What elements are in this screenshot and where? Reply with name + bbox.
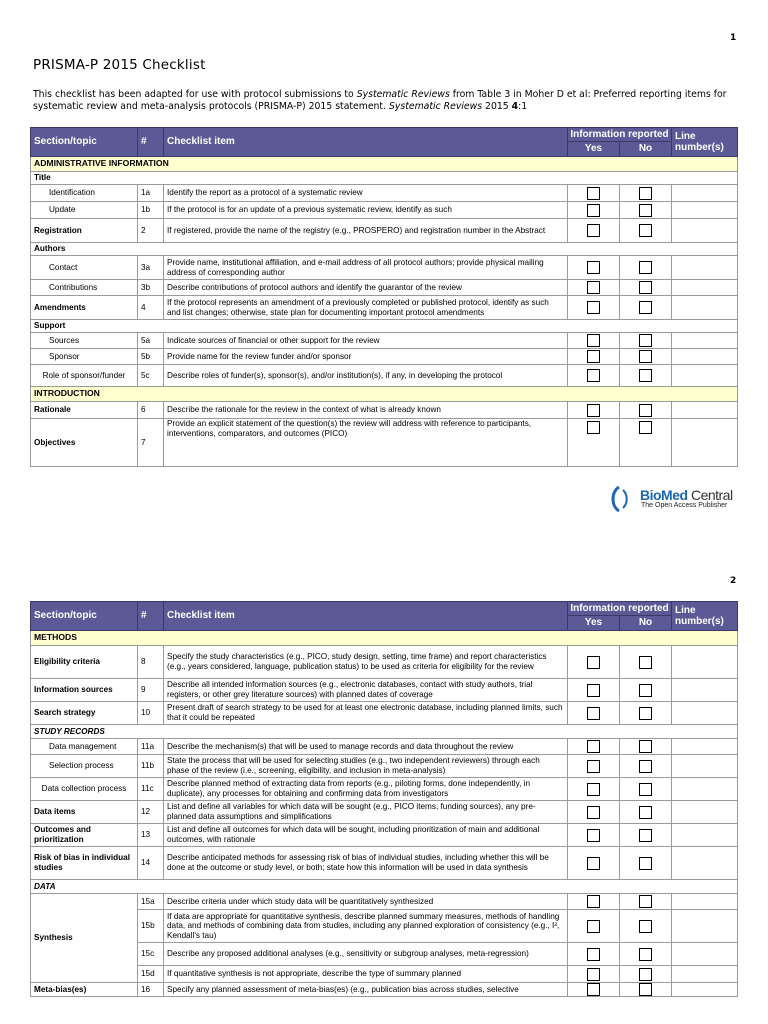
section-topic: Synthesis	[31, 894, 138, 983]
checklist-item-text: State the process that will be used for selecting studies (e.g., two independent reviewers) through each phase of the review (i.e., screening, eligibility, and inclusion in meta-analysis)	[164, 755, 568, 778]
checklist-item-text: If quantitative synthesis is not appropriate, describe the type of summary planned	[164, 966, 568, 983]
reported-yes-checkbox[interactable]	[587, 783, 600, 796]
item-number: 10	[138, 702, 164, 725]
line-number-input[interactable]	[672, 202, 738, 219]
reported-yes-cell	[568, 402, 620, 419]
reported-yes-checkbox[interactable]	[587, 301, 600, 314]
reported-no-cell	[620, 702, 672, 725]
table-row	[31, 320, 738, 333]
reported-yes-checkbox[interactable]	[587, 404, 600, 417]
reported-no-cell	[620, 365, 672, 387]
table-row	[31, 983, 738, 997]
line-number-input[interactable]	[672, 333, 738, 349]
checklist-item-text: Describe the rationale for the review in the context of what is already known	[164, 402, 568, 419]
reported-no-cell	[620, 801, 672, 824]
table-row	[31, 824, 738, 847]
reported-no-checkbox[interactable]	[639, 895, 652, 908]
section-band: INTRODUCTION	[31, 387, 738, 402]
reported-no-cell	[620, 679, 672, 702]
reported-yes-checkbox[interactable]	[587, 760, 600, 773]
section-topic: Contributions	[31, 280, 138, 296]
reported-yes-checkbox[interactable]	[587, 707, 600, 720]
reported-no-cell	[620, 778, 672, 801]
line-number-input[interactable]	[672, 256, 738, 280]
item-number: 5c	[138, 365, 164, 387]
table-row	[31, 219, 738, 243]
checklist-item-text: If data are appropriate for quantitative synthesis, describe planned summary measures, methods of handling data, and methods of combining data from studies, including any planned exploration of consistency (e.g., I², Kendall's tau)	[164, 910, 568, 943]
section-topic: Data items	[31, 801, 138, 824]
reported-yes-cell	[568, 419, 620, 467]
section-topic: Eligibility criteria	[31, 646, 138, 679]
reported-yes-checkbox[interactable]	[587, 895, 600, 908]
col-header-line-numbers: Line number(s)	[672, 602, 738, 631]
reported-yes-cell	[568, 219, 620, 243]
table-row	[31, 702, 738, 725]
reported-yes-cell	[568, 824, 620, 847]
reported-no-checkbox[interactable]	[639, 281, 652, 294]
col-header-no: No	[620, 142, 672, 157]
section-topic: Risk of bias in individual studies	[31, 847, 138, 880]
section-topic: Information sources	[31, 679, 138, 702]
reported-no-cell	[620, 256, 672, 280]
reported-no-cell	[620, 824, 672, 847]
checklist-item-text: Specify the study characteristics (e.g., PICO, study design, setting, time frame) and report characteristics (e.g., years considered, language, publication status) to be used as criteria for eligibility for the review	[164, 646, 568, 679]
item-number: 1a	[138, 185, 164, 202]
reported-yes-cell	[568, 966, 620, 983]
item-number: 5a	[138, 333, 164, 349]
section-topic: Data collection process	[31, 778, 138, 801]
table-row	[31, 725, 738, 739]
reported-no-checkbox[interactable]	[639, 350, 652, 363]
reported-yes-checkbox[interactable]	[587, 224, 600, 237]
item-number: 12	[138, 801, 164, 824]
reported-yes-cell	[568, 646, 620, 679]
item-number: 11b	[138, 755, 164, 778]
section-topic: Data management	[31, 739, 138, 755]
reported-no-checkbox[interactable]	[639, 224, 652, 237]
reported-no-checkbox[interactable]	[639, 783, 652, 796]
checklist-item-text: Describe criteria under which study data will be quantitatively synthesized	[164, 894, 568, 910]
table-row	[31, 755, 738, 778]
col-header-no: No	[620, 616, 672, 631]
line-number-input[interactable]	[672, 402, 738, 419]
item-number: 3b	[138, 280, 164, 296]
item-number: 6	[138, 402, 164, 419]
item-number: 15c	[138, 943, 164, 966]
reported-yes-cell	[568, 280, 620, 296]
biomed-central-logo: BioMed Central The Open Access Publisher	[610, 486, 740, 514]
table-row	[31, 256, 738, 280]
table-row	[31, 202, 738, 219]
reported-yes-cell	[568, 983, 620, 997]
item-number: 5b	[138, 349, 164, 365]
section-topic: Sponsor	[31, 349, 138, 365]
line-number-input[interactable]	[672, 365, 738, 387]
reported-yes-cell	[568, 739, 620, 755]
checklist-item-text: Describe contributions of protocol authors and identify the guarantor of the review	[164, 280, 568, 296]
item-number: 8	[138, 646, 164, 679]
line-number-input[interactable]	[672, 739, 738, 755]
checklist-item-text: List and define all variables for which data will be sought (e.g., PICO items, funding sources), any pre-planned data assumptions and simplifications	[164, 801, 568, 824]
line-number-input[interactable]	[672, 185, 738, 202]
item-number: 15d	[138, 966, 164, 983]
line-number-input[interactable]	[672, 679, 738, 702]
item-number: 3a	[138, 256, 164, 280]
reported-yes-cell	[568, 365, 620, 387]
line-number-input[interactable]	[672, 755, 738, 778]
table-row	[31, 157, 738, 172]
reported-yes-cell	[568, 778, 620, 801]
document-title: PRISMA-P 2015 Checklist	[33, 57, 206, 73]
checklist-item-text: Describe roles of funder(s), sponsor(s), and/or institution(s), if any, in developing the protocol	[164, 365, 568, 387]
reported-yes-cell	[568, 847, 620, 880]
reported-yes-cell	[568, 894, 620, 910]
item-number: 1b	[138, 202, 164, 219]
table-row	[31, 419, 738, 467]
table-row	[31, 801, 738, 824]
col-header-yes: Yes	[568, 616, 620, 631]
table-row	[31, 280, 738, 296]
checklist-table-page-2	[30, 601, 738, 997]
line-number-input[interactable]	[672, 419, 738, 467]
section-topic: Outcomes and prioritization	[31, 824, 138, 847]
reported-no-checkbox[interactable]	[639, 920, 652, 933]
section-topic: Selection process	[31, 755, 138, 778]
line-number-input[interactable]	[672, 778, 738, 801]
line-number-input[interactable]	[672, 983, 738, 997]
reported-no-cell	[620, 419, 672, 467]
reported-no-cell	[620, 755, 672, 778]
reported-yes-checkbox[interactable]	[587, 740, 600, 753]
table-row	[31, 365, 738, 387]
section-topic: Sources	[31, 333, 138, 349]
item-number: 7	[138, 419, 164, 467]
checklist-item-text: Indicate sources of financial or other support for the review	[164, 333, 568, 349]
item-number: 4	[138, 296, 164, 320]
reported-no-cell	[620, 296, 672, 320]
col-header-section: Section/topic	[31, 602, 138, 631]
reported-no-checkbox[interactable]	[639, 760, 652, 773]
item-number: 15a	[138, 894, 164, 910]
reported-yes-cell	[568, 296, 620, 320]
reported-yes-checkbox[interactable]	[587, 187, 600, 200]
table-row	[31, 778, 738, 801]
reported-no-checkbox[interactable]	[639, 334, 652, 347]
table-row	[31, 296, 738, 320]
reported-yes-checkbox[interactable]	[587, 948, 600, 961]
table-row	[31, 646, 738, 679]
reported-yes-checkbox[interactable]	[587, 968, 600, 981]
subsection-heading: Support	[31, 320, 738, 333]
section-band: METHODS	[31, 631, 738, 646]
checklist-item-text: Describe all intended information sources (e.g., electronic databases, contact with study authors, trial registers, or other grey literature sources) with planned dates of coverage	[164, 679, 568, 702]
reported-no-checkbox[interactable]	[639, 740, 652, 753]
reported-yes-cell	[568, 185, 620, 202]
reported-no-checkbox[interactable]	[639, 857, 652, 870]
line-number-input[interactable]	[672, 280, 738, 296]
reported-no-cell	[620, 739, 672, 755]
reported-yes-checkbox[interactable]	[587, 656, 600, 669]
checklist-item-text: If the protocol is for an update of a previous systematic review, identify as such	[164, 202, 568, 219]
col-header-number: #	[138, 602, 164, 631]
reported-no-cell	[620, 185, 672, 202]
reported-yes-checkbox[interactable]	[587, 806, 600, 819]
table-row	[31, 243, 738, 256]
checklist-item-text: Describe the mechanism(s) that will be used to manage records and data throughout the review	[164, 739, 568, 755]
line-number-input[interactable]	[672, 943, 738, 966]
reported-yes-checkbox[interactable]	[587, 334, 600, 347]
col-header-number: #	[138, 128, 164, 157]
checklist-item-text: List and define all outcomes for which data will be sought, including prioritization of main and additional outcomes, with rationale	[164, 824, 568, 847]
section-topic: Update	[31, 202, 138, 219]
checklist-item-text: Describe any proposed additional analyses (e.g., sensitivity or subgroup analyses, meta-regression)	[164, 943, 568, 966]
reported-yes-cell	[568, 755, 620, 778]
subsection-heading: STUDY RECORDS	[31, 725, 738, 739]
reported-no-checkbox[interactable]	[639, 204, 652, 217]
reported-no-cell	[620, 943, 672, 966]
table-row	[31, 387, 738, 402]
reported-yes-checkbox[interactable]	[587, 684, 600, 697]
reported-yes-checkbox[interactable]	[587, 983, 600, 996]
reported-yes-cell	[568, 256, 620, 280]
checklist-item-text: Identify the report as a protocol of a systematic review	[164, 185, 568, 202]
table-row	[31, 349, 738, 365]
table-row	[31, 631, 738, 646]
reported-yes-checkbox[interactable]	[587, 369, 600, 382]
col-header-info-reported: Information reported	[568, 602, 672, 616]
table-row	[31, 847, 738, 880]
line-number-input[interactable]	[672, 910, 738, 943]
reported-no-checkbox[interactable]	[639, 948, 652, 961]
table-row	[31, 185, 738, 202]
page-number: 1	[730, 33, 737, 43]
line-number-input[interactable]	[672, 702, 738, 725]
table-row	[31, 402, 738, 419]
reported-no-cell	[620, 402, 672, 419]
reported-no-checkbox[interactable]	[639, 829, 652, 842]
col-header-item: Checklist item	[164, 602, 568, 631]
section-topic: Registration	[31, 219, 138, 243]
item-number: 11a	[138, 739, 164, 755]
item-number: 13	[138, 824, 164, 847]
reported-no-cell	[620, 219, 672, 243]
table-row	[31, 172, 738, 185]
reported-no-checkbox[interactable]	[639, 369, 652, 382]
reported-yes-cell	[568, 801, 620, 824]
line-number-input[interactable]	[672, 894, 738, 910]
checklist-item-text: If registered, provide the name of the registry (e.g., PROSPERO) and registration number in the Abstract	[164, 219, 568, 243]
reported-yes-checkbox[interactable]	[587, 920, 600, 933]
section-band: ADMINISTRATIVE INFORMATION	[31, 157, 738, 172]
reported-no-checkbox[interactable]	[639, 301, 652, 314]
table-row	[31, 910, 738, 943]
reported-yes-cell	[568, 679, 620, 702]
reported-no-checkbox[interactable]	[639, 656, 652, 669]
checklist-item-text: Provide name, institutional affiliation, and e-mail address of all protocol authors; provide physical mailing address of corresponding author	[164, 256, 568, 280]
table-row	[31, 966, 738, 983]
col-header-item: Checklist item	[164, 128, 568, 157]
reported-yes-cell	[568, 349, 620, 365]
item-number: 9	[138, 679, 164, 702]
checklist-item-text: Describe anticipated methods for assessing risk of bias of individual studies, including whether this will be done at the outcome or study level, or both; state how this information will be used in data synthesis	[164, 847, 568, 880]
reported-no-cell	[620, 280, 672, 296]
reported-yes-checkbox[interactable]	[587, 350, 600, 363]
reported-no-cell	[620, 894, 672, 910]
logo-bracket-icon	[610, 486, 632, 512]
checklist-item-text: Describe planned method of extracting data from reports (e.g., piloting forms, done independently, in duplicate), any processes for obtaining and confirming data from investigators	[164, 778, 568, 801]
reported-no-checkbox[interactable]	[639, 187, 652, 200]
reported-no-checkbox[interactable]	[639, 421, 652, 434]
item-number: 16	[138, 983, 164, 997]
reported-no-checkbox[interactable]	[639, 968, 652, 981]
page-number-2: 2	[730, 576, 737, 586]
checklist-item-text: If the protocol represents an amendment of a previously completed or published protocol, identify as such and list changes; otherwise, state plan for documenting important protocol amendments	[164, 296, 568, 320]
col-header-section: Section/topic	[31, 128, 138, 157]
line-number-input[interactable]	[672, 646, 738, 679]
section-topic: Meta-bias(es)	[31, 983, 138, 997]
line-number-input[interactable]	[672, 349, 738, 365]
intro-paragraph: This checklist has been adapted for use with protocol submissions to Systematic Reviews from Table 3 in Moher D et al: Preferred reporting items for systematic review and meta-analysis protocols (PRISMA-P) 2015 statement. Systematic Reviews 2015 4:1	[33, 89, 727, 112]
line-number-input[interactable]	[672, 824, 738, 847]
reported-no-cell	[620, 349, 672, 365]
line-number-input[interactable]	[672, 219, 738, 243]
section-topic: Role of sponsor/funder	[31, 365, 138, 387]
checklist-item-text: Provide an explicit statement of the question(s) the review will address with reference to participants, interventions, comparators, and outcomes (PICO)	[164, 419, 568, 467]
reported-no-checkbox[interactable]	[639, 806, 652, 819]
reported-no-checkbox[interactable]	[639, 983, 652, 996]
reported-yes-cell	[568, 943, 620, 966]
table-row	[31, 739, 738, 755]
checklist-item-text: Present draft of search strategy to be used for at least one electronic database, including planned limits, such that it could be repeated	[164, 702, 568, 725]
table-row	[31, 880, 738, 894]
item-number: 15b	[138, 910, 164, 943]
reported-no-cell	[620, 983, 672, 997]
table-row	[31, 333, 738, 349]
reported-no-checkbox[interactable]	[639, 404, 652, 417]
reported-yes-cell	[568, 202, 620, 219]
reported-yes-checkbox[interactable]	[587, 857, 600, 870]
line-number-input[interactable]	[672, 801, 738, 824]
reported-no-checkbox[interactable]	[639, 684, 652, 697]
checklist-item-text: Specify any planned assessment of meta-bias(es) (e.g., publication bias across studies, selective	[164, 983, 568, 997]
table-row	[31, 894, 738, 910]
table-row	[31, 679, 738, 702]
section-topic: Objectives	[31, 419, 138, 467]
reported-no-cell	[620, 646, 672, 679]
reported-yes-checkbox[interactable]	[587, 421, 600, 434]
col-header-line-numbers: Line number(s)	[672, 128, 738, 157]
item-number: 2	[138, 219, 164, 243]
reported-no-cell	[620, 847, 672, 880]
section-topic: Rationale	[31, 402, 138, 419]
reported-no-cell	[620, 966, 672, 983]
reported-no-cell	[620, 333, 672, 349]
section-topic: Contact	[31, 256, 138, 280]
reported-yes-cell	[568, 910, 620, 943]
checklist-item-text: Provide name for the review funder and/or sponsor	[164, 349, 568, 365]
reported-no-checkbox[interactable]	[639, 707, 652, 720]
item-number: 14	[138, 847, 164, 880]
item-number: 11c	[138, 778, 164, 801]
reported-yes-cell	[568, 702, 620, 725]
section-topic: Search strategy	[31, 702, 138, 725]
reported-yes-checkbox[interactable]	[587, 204, 600, 217]
section-topic: Amendments	[31, 296, 138, 320]
subsection-heading: Title	[31, 172, 738, 185]
reported-yes-cell	[568, 333, 620, 349]
checklist-table-page-1	[30, 127, 738, 467]
col-header-yes: Yes	[568, 142, 620, 157]
subsection-heading: DATA	[31, 880, 738, 894]
reported-yes-checkbox[interactable]	[587, 829, 600, 842]
table-row	[31, 943, 738, 966]
col-header-info-reported: Information reported	[568, 128, 672, 142]
section-topic: Identification	[31, 185, 138, 202]
reported-no-cell	[620, 202, 672, 219]
reported-no-cell	[620, 910, 672, 943]
reported-no-checkbox[interactable]	[639, 261, 652, 274]
reported-yes-checkbox[interactable]	[587, 281, 600, 294]
subsection-heading: Authors	[31, 243, 738, 256]
line-number-input[interactable]	[672, 296, 738, 320]
line-number-input[interactable]	[672, 847, 738, 880]
reported-yes-checkbox[interactable]	[587, 261, 600, 274]
line-number-input[interactable]	[672, 966, 738, 983]
